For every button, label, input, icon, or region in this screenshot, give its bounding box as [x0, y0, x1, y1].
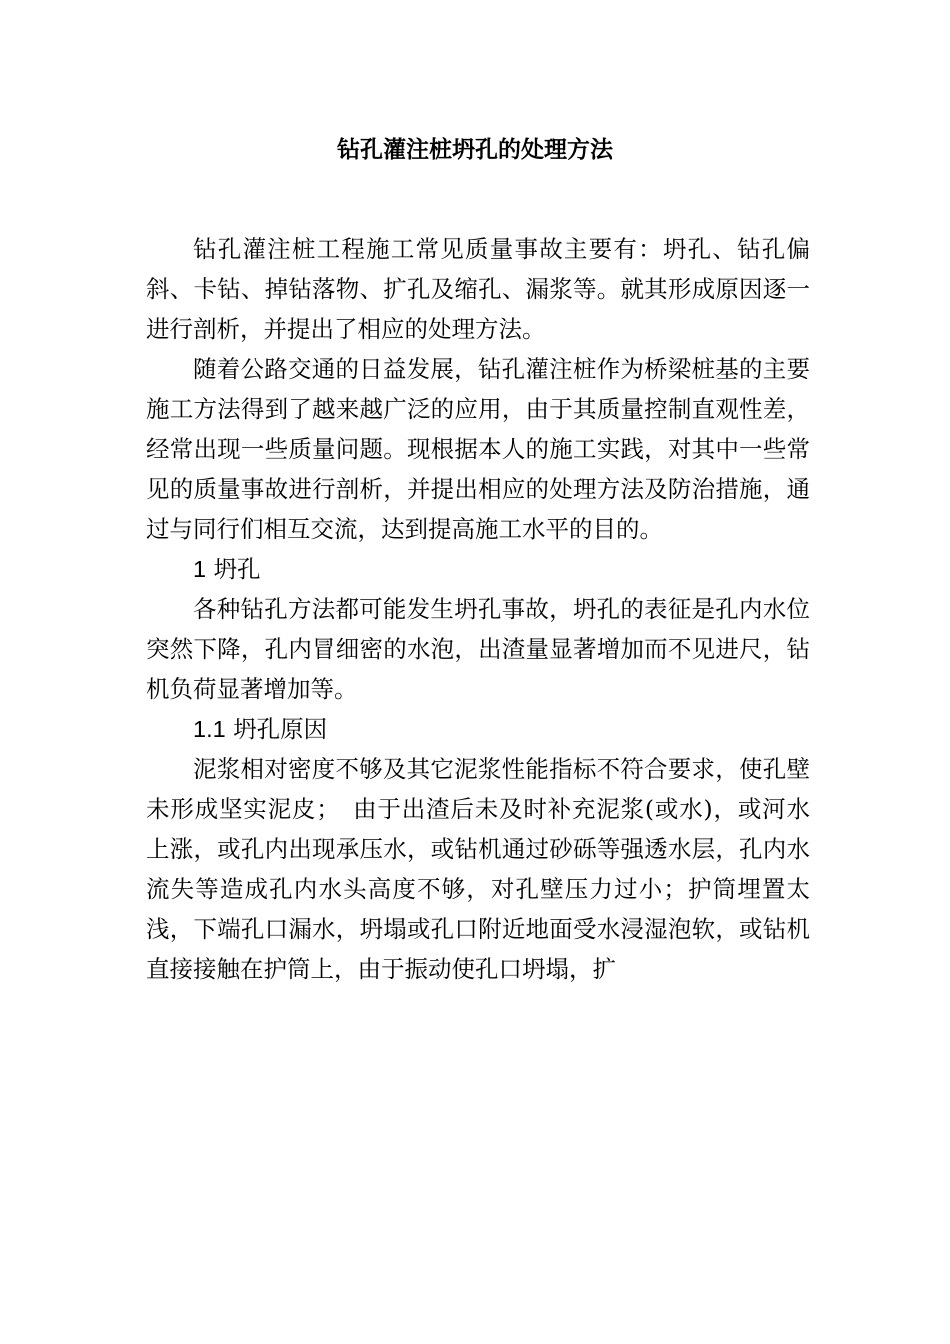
document-title: 钻孔灌注桩坍孔的处理方法: [337, 136, 613, 163]
section-heading-label: 坍孔: [206, 555, 261, 583]
section-heading-1: [146, 549, 810, 589]
paragraph-section-1-1: 泥浆相对密度不够及其它泥浆性能指标不符合要求，使孔壁未形成坚实泥皮； 由于出渣后未及时补充泥浆(或水)，或河水上涨，或孔内出现承压水，或钻机通过砂砾等强透水层，孔内水流失等造成孔内水头高度不够，对孔壁压力过小；护筒埋置太浅，下端孔口漏水，坍塌或孔口附近地面受水浸湿泡软，或钻机直接接触在护筒上，由于振动使孔口坍塌，扩: [146, 755, 810, 983]
section-heading-label: 坍孔原因: [225, 715, 328, 743]
paragraph-background: 随着公路交通的日益发展，钻孔灌注桩作为桥梁桩基的主要施工方法得到了越来越广泛的应用，由于其质量控制直观性差，经常出现一些质量问题。现根据本人的施工实践，对其中一些常见的质量事故进行剖析，并提出相应的处理方法及防治措施，通过与同行们相互交流，达到提高施工水平的目的。: [146, 355, 810, 543]
section-number: 1: [193, 556, 207, 582]
paragraph-section-1: 各种钻孔方法都可能发生坍孔事故，坍孔的表征是孔内水位 突然下降，孔内冒细密的水泡，出渣量显著增加而不见进尺，钻机负荷显著增加等。: [146, 595, 810, 703]
section-number: 1.1: [193, 716, 226, 742]
paragraph-intro: 钻孔灌注桩工程施工常见质量事故主要有：坍孔、钻孔偏斜、卡钻、掉钻落物、扩孔及缩孔、漏浆等。就其形成原因逐一进行剖析，并提出了相应的处理方法。: [146, 235, 810, 343]
document-body: [146, 229, 810, 989]
section-heading-1-1: [146, 709, 810, 749]
